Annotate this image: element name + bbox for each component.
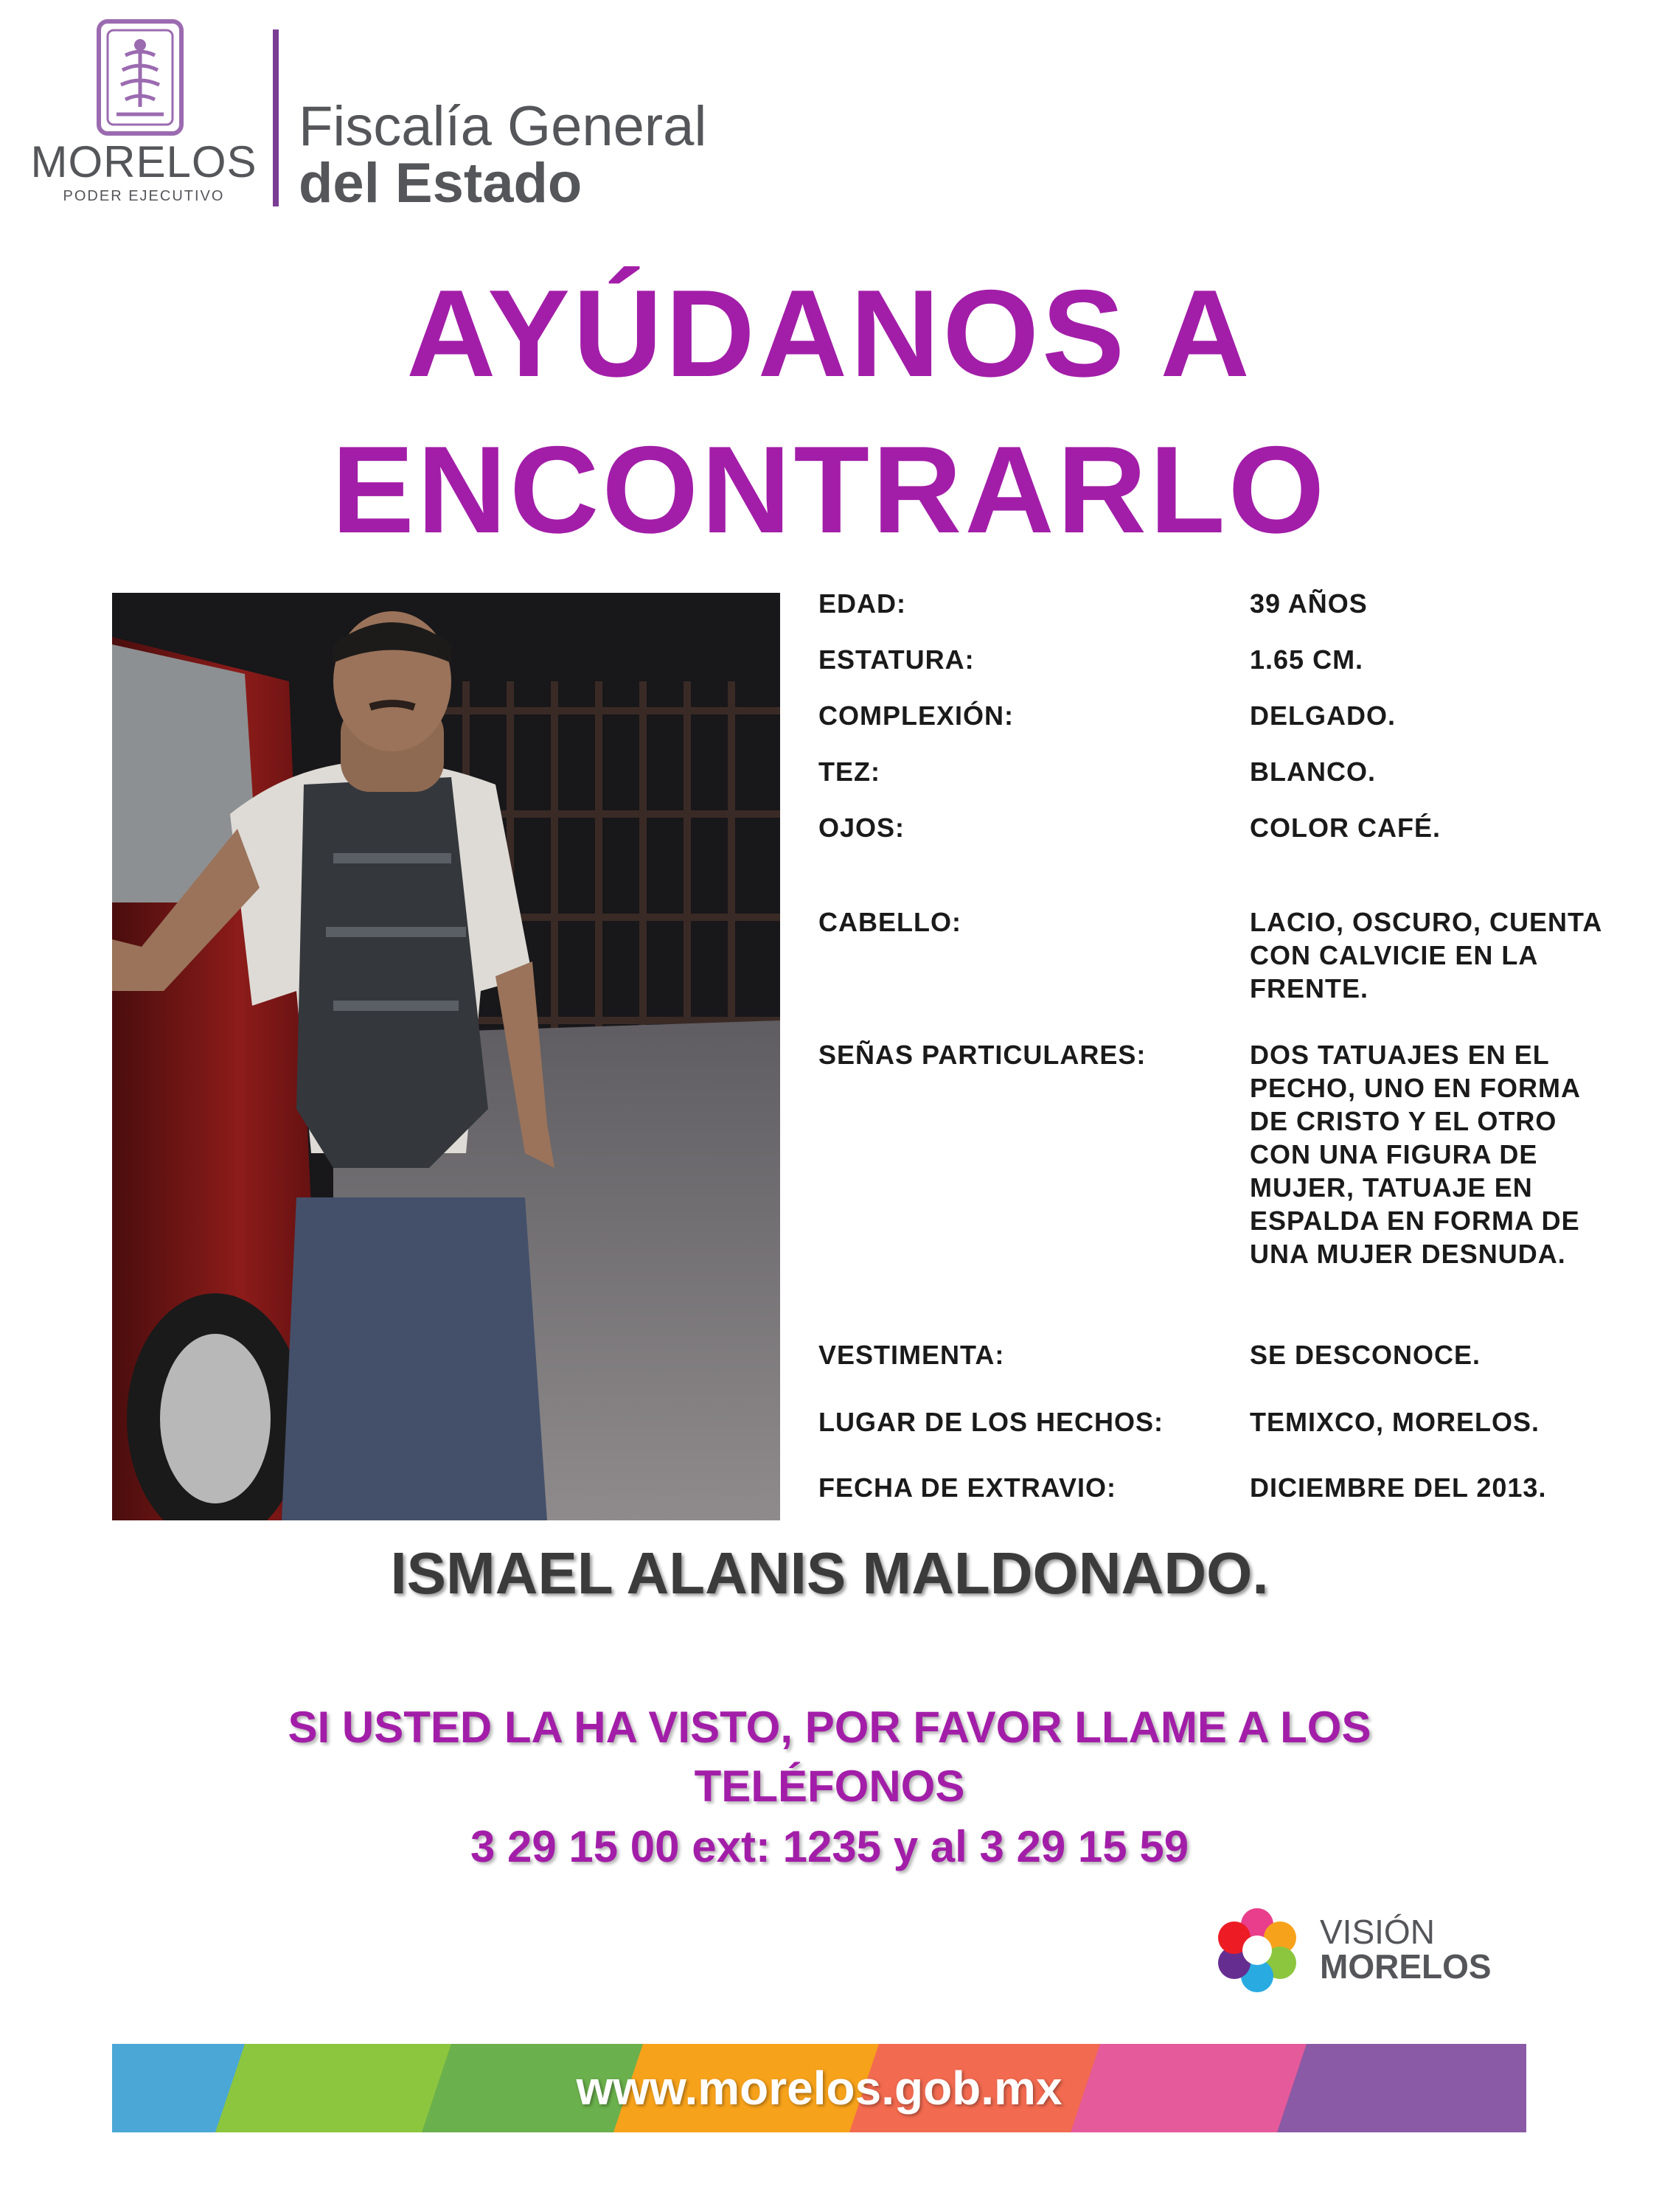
missing-person-photo	[112, 593, 780, 1520]
state-name: MORELOS	[30, 137, 257, 187]
label-edad: EDAD:	[818, 588, 906, 619]
label-senas-particulares: SEÑAS PARTICULARES:	[818, 1040, 1147, 1070]
website-link[interactable]: www.morelos.gob.mx	[576, 2062, 1062, 2115]
label-fecha-extravio: FECHA DE EXTRAVIO:	[818, 1472, 1117, 1503]
label-ojos: OJOS:	[818, 813, 905, 843]
value-estatura: 1.65 CM.	[1250, 644, 1364, 675]
label-estatura: ESTATURA:	[818, 644, 975, 675]
page-header	[0, 0, 1659, 221]
header-divider	[273, 29, 279, 206]
label-tez: TEZ:	[818, 757, 880, 787]
label-cabello: CABELLO:	[818, 907, 961, 937]
vision-logo-line2: MORELOS	[1320, 1947, 1492, 1986]
label-complexion: COMPLEXIÓN:	[818, 700, 1015, 731]
label-lugar-hechos: LUGAR DE LOS HECHOS:	[818, 1407, 1164, 1437]
value-lugar-hechos: TEMIXCO, MORELOS.	[1250, 1407, 1540, 1437]
headline-line2: ENCONTRARLO	[331, 420, 1328, 559]
headline-line1: AYÚDANOS A	[406, 264, 1253, 403]
missing-person-name: ISMAEL ALANIS MALDONADO.	[390, 1540, 1269, 1606]
value-senas-particulares: DOS TATUAJES EN EL PECHO, UNO EN FORMA DE CRISTO Y EL OTRO CON UNA FIGURA DE MUJER, TATUAJE EN ESPALDA EN FORMA DE UNA MUJER DESNUDA.	[1250, 1040, 1580, 1269]
agency-name-line1: Fiscalía General	[299, 95, 707, 158]
phone-numbers: 3 29 15 00 ext: 1235 y al 3 29 15 59	[470, 1822, 1189, 1871]
value-complexion: DELGADO.	[1250, 700, 1397, 731]
vision-logo-line1: VISIÓN	[1320, 1913, 1435, 1951]
morelos-seal-icon	[96, 18, 184, 136]
value-vestimenta: SE DESCONOCE.	[1250, 1340, 1481, 1370]
value-tez: BLANCO.	[1250, 757, 1376, 787]
call-to-action-line2: TELÉFONOS	[694, 1761, 965, 1811]
vision-morelos-icon	[1209, 1902, 1305, 1998]
agency-name-line2: del Estado	[299, 152, 582, 215]
label-vestimenta: VESTIMENTA:	[818, 1340, 1005, 1370]
value-ojos: COLOR CAFÉ.	[1250, 813, 1441, 843]
state-subtitle: PODER EJECUTIVO	[63, 188, 225, 204]
value-edad: 39 AÑOS	[1250, 588, 1368, 619]
value-fecha-extravio: DICIEMBRE DEL 2013.	[1250, 1472, 1547, 1503]
value-cabello: LACIO, OSCURO, CUENTA CON CALVICIE EN LA FRENTE.	[1250, 907, 1601, 1004]
call-to-action-line1: SI USTED LA HA VISTO, POR FAVOR LLAME A LOS	[288, 1703, 1371, 1752]
